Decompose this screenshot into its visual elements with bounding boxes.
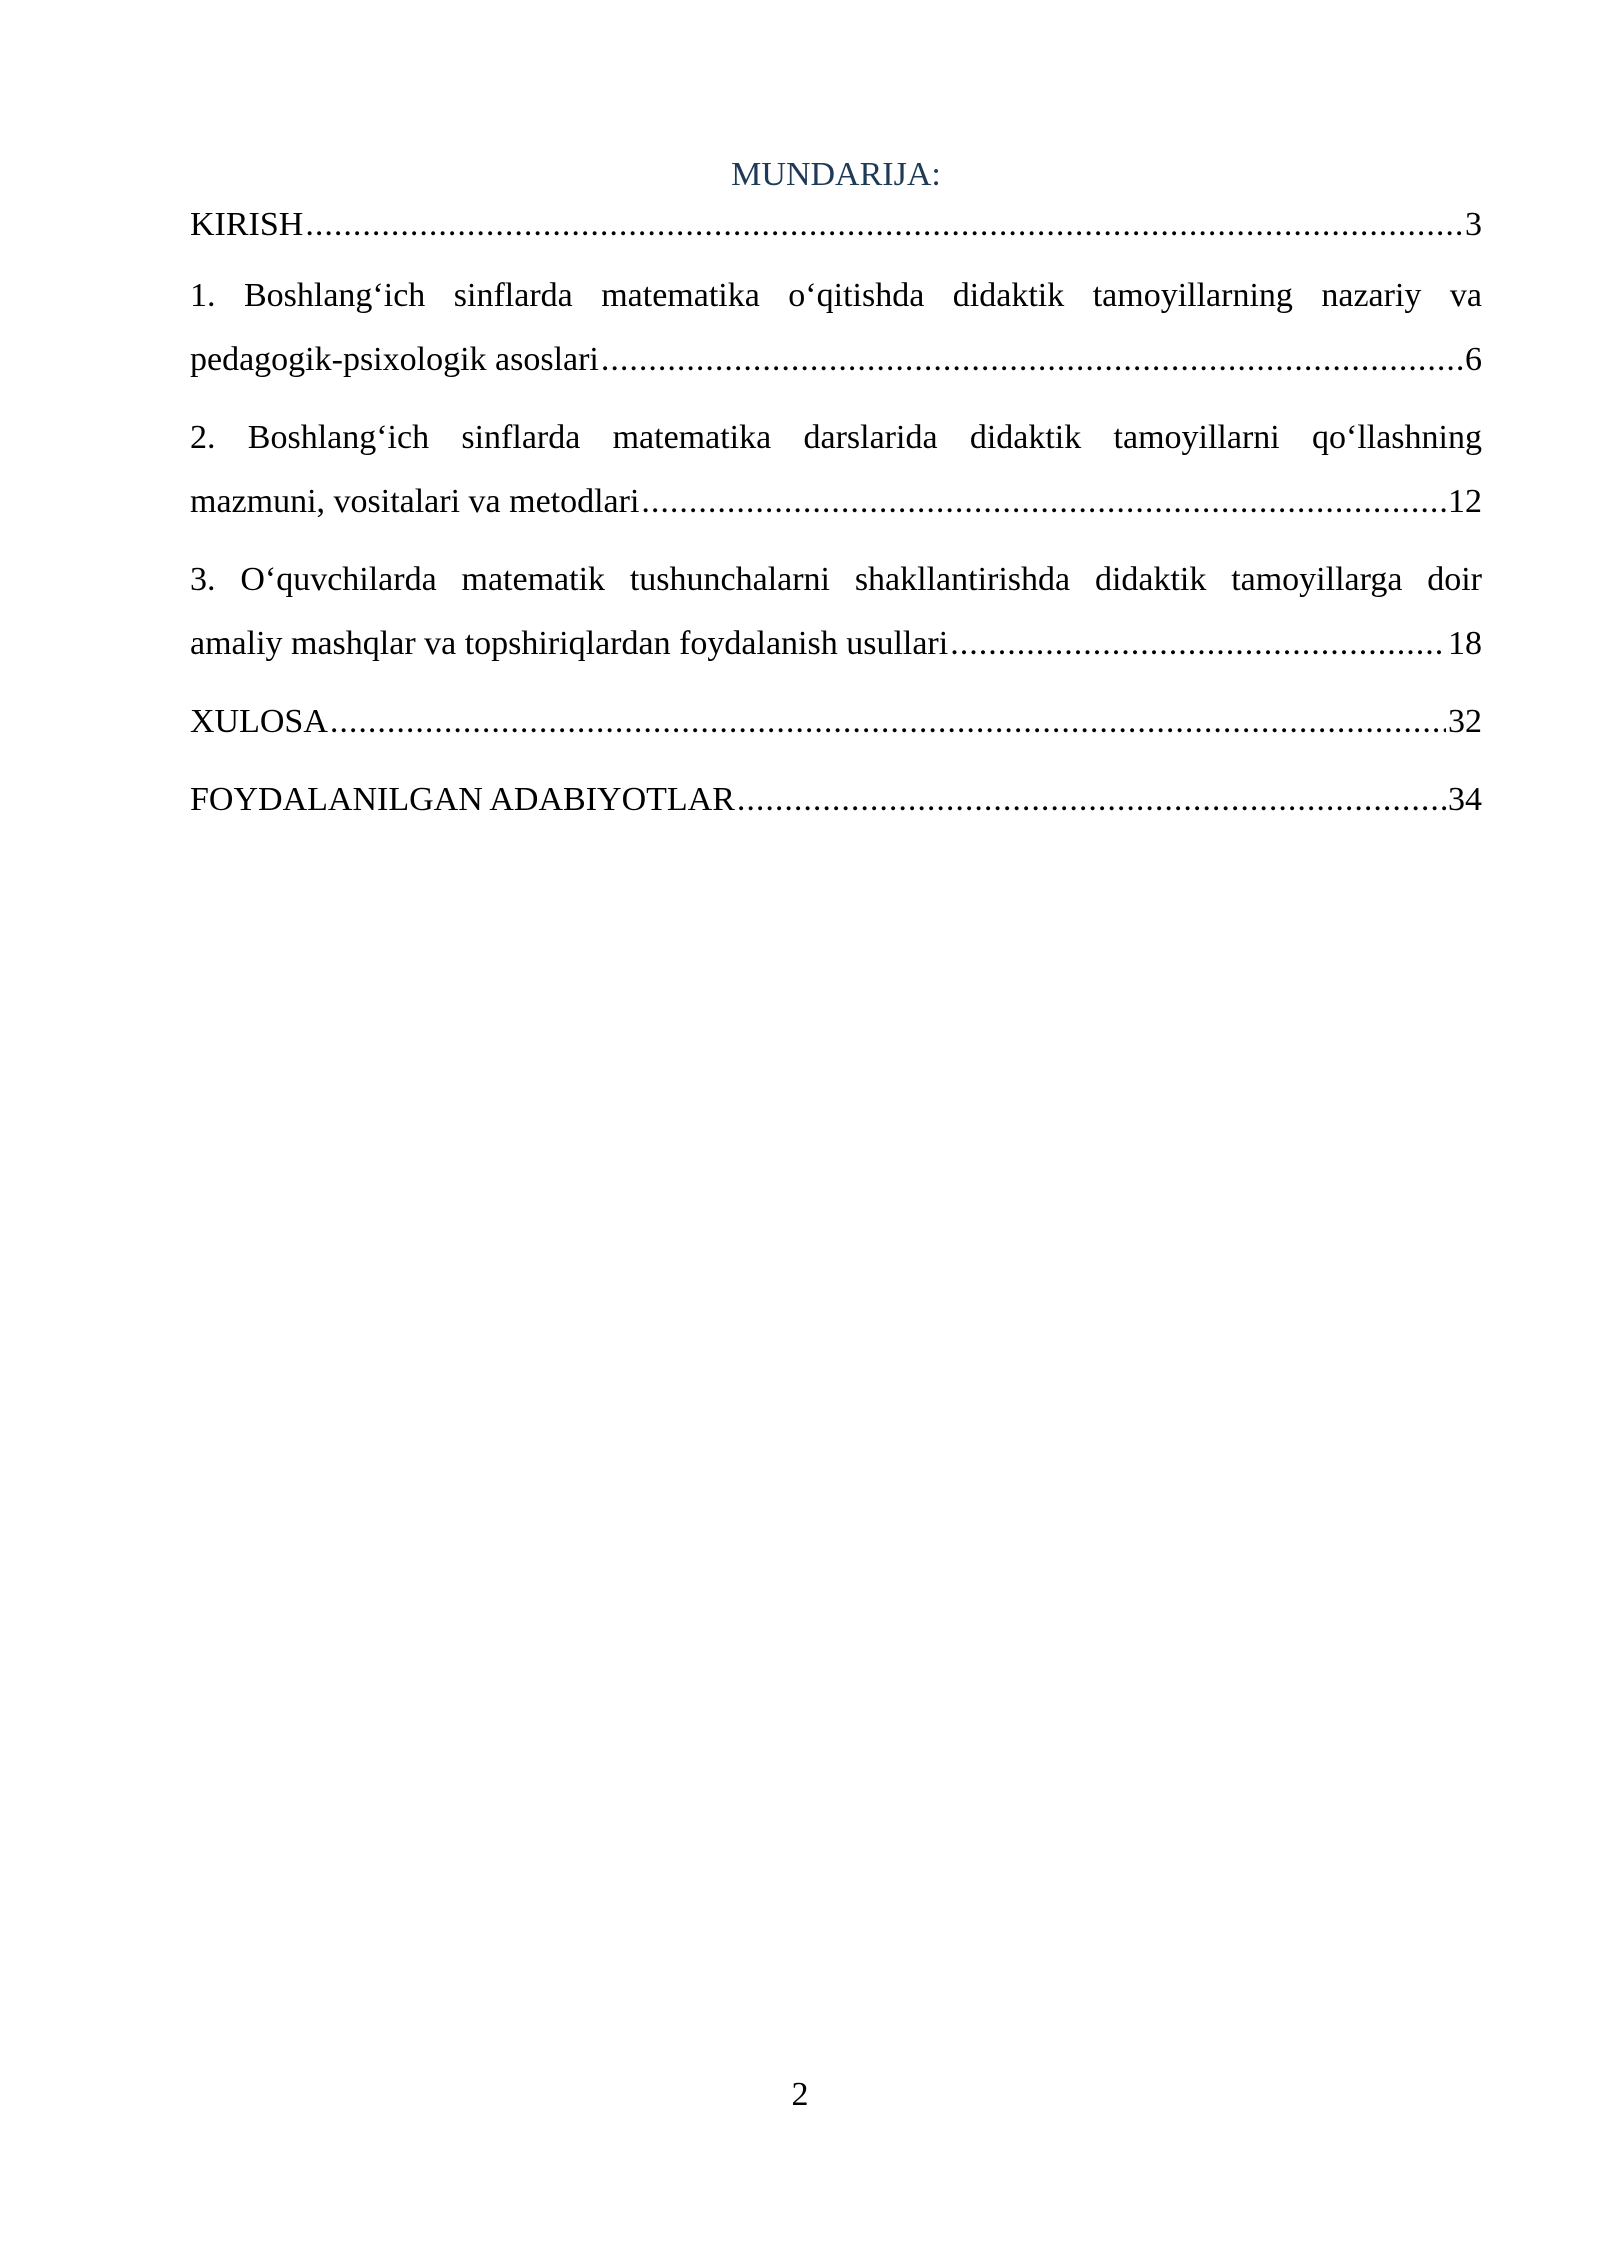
toc-entry-line [190,768,1482,832]
toc-entry-line [190,200,1482,250]
toc-entry-title: FOYDALANILGAN ADABIYOTLAR [190,781,735,818]
toc-leader-dots [330,690,1446,754]
toc-leader-dots [305,200,1463,250]
toc-entry-page: 32 [1448,703,1482,740]
toc-leader-dots [950,612,1446,676]
toc-list [190,200,1482,832]
toc-entry-page: 3 [1465,206,1482,243]
toc-entry-title-line: 3. O‘quvchilarda matematik tushunchalarni shakllantirishda didaktik tamoyillarga doir [190,561,1482,598]
toc-leader-dots [737,768,1446,832]
toc-entry[interactable] [190,406,1482,534]
toc-entry-line [190,470,1482,534]
document-page [190,150,1482,846]
toc-entry-title: pedagogik-psixologik asoslari [190,341,599,378]
toc-entry-page: 6 [1465,341,1482,378]
toc-entry-line [190,690,1482,754]
toc-entry-title: amaliy mashqlar va topshiriqlardan foydalanish usullari [190,625,949,662]
toc-entry[interactable] [190,264,1482,392]
toc-entry[interactable] [190,548,1482,676]
toc-entry-title: XULOSA [190,703,328,740]
toc-entry-page: 34 [1448,781,1482,818]
toc-entry-page: 18 [1448,625,1482,662]
toc-entry-line [190,612,1482,676]
toc-entry[interactable] [190,200,1482,250]
toc-entry-title: KIRISH [190,206,304,243]
toc-entry-title: mazmuni, vositalari va metodlari [190,483,640,520]
toc-entry-title-line: 1. Boshlang‘ich sinflarda matematika o‘qitishda didaktik tamoyillarning nazariy va [190,277,1482,314]
toc-title: MUNDARIJA: [731,156,941,193]
toc-entry[interactable] [190,768,1482,832]
toc-entry[interactable] [190,690,1482,754]
toc-entry-page: 12 [1448,483,1482,520]
toc-leader-dots [601,328,1463,392]
page-number: 2 [791,2076,809,2113]
toc-entry-title-line: 2. Boshlang‘ich sinflarda matematika darslarida didaktik tamoyillarni qo‘llashning [190,419,1482,456]
toc-entry-line [190,328,1482,392]
toc-leader-dots [641,470,1446,534]
